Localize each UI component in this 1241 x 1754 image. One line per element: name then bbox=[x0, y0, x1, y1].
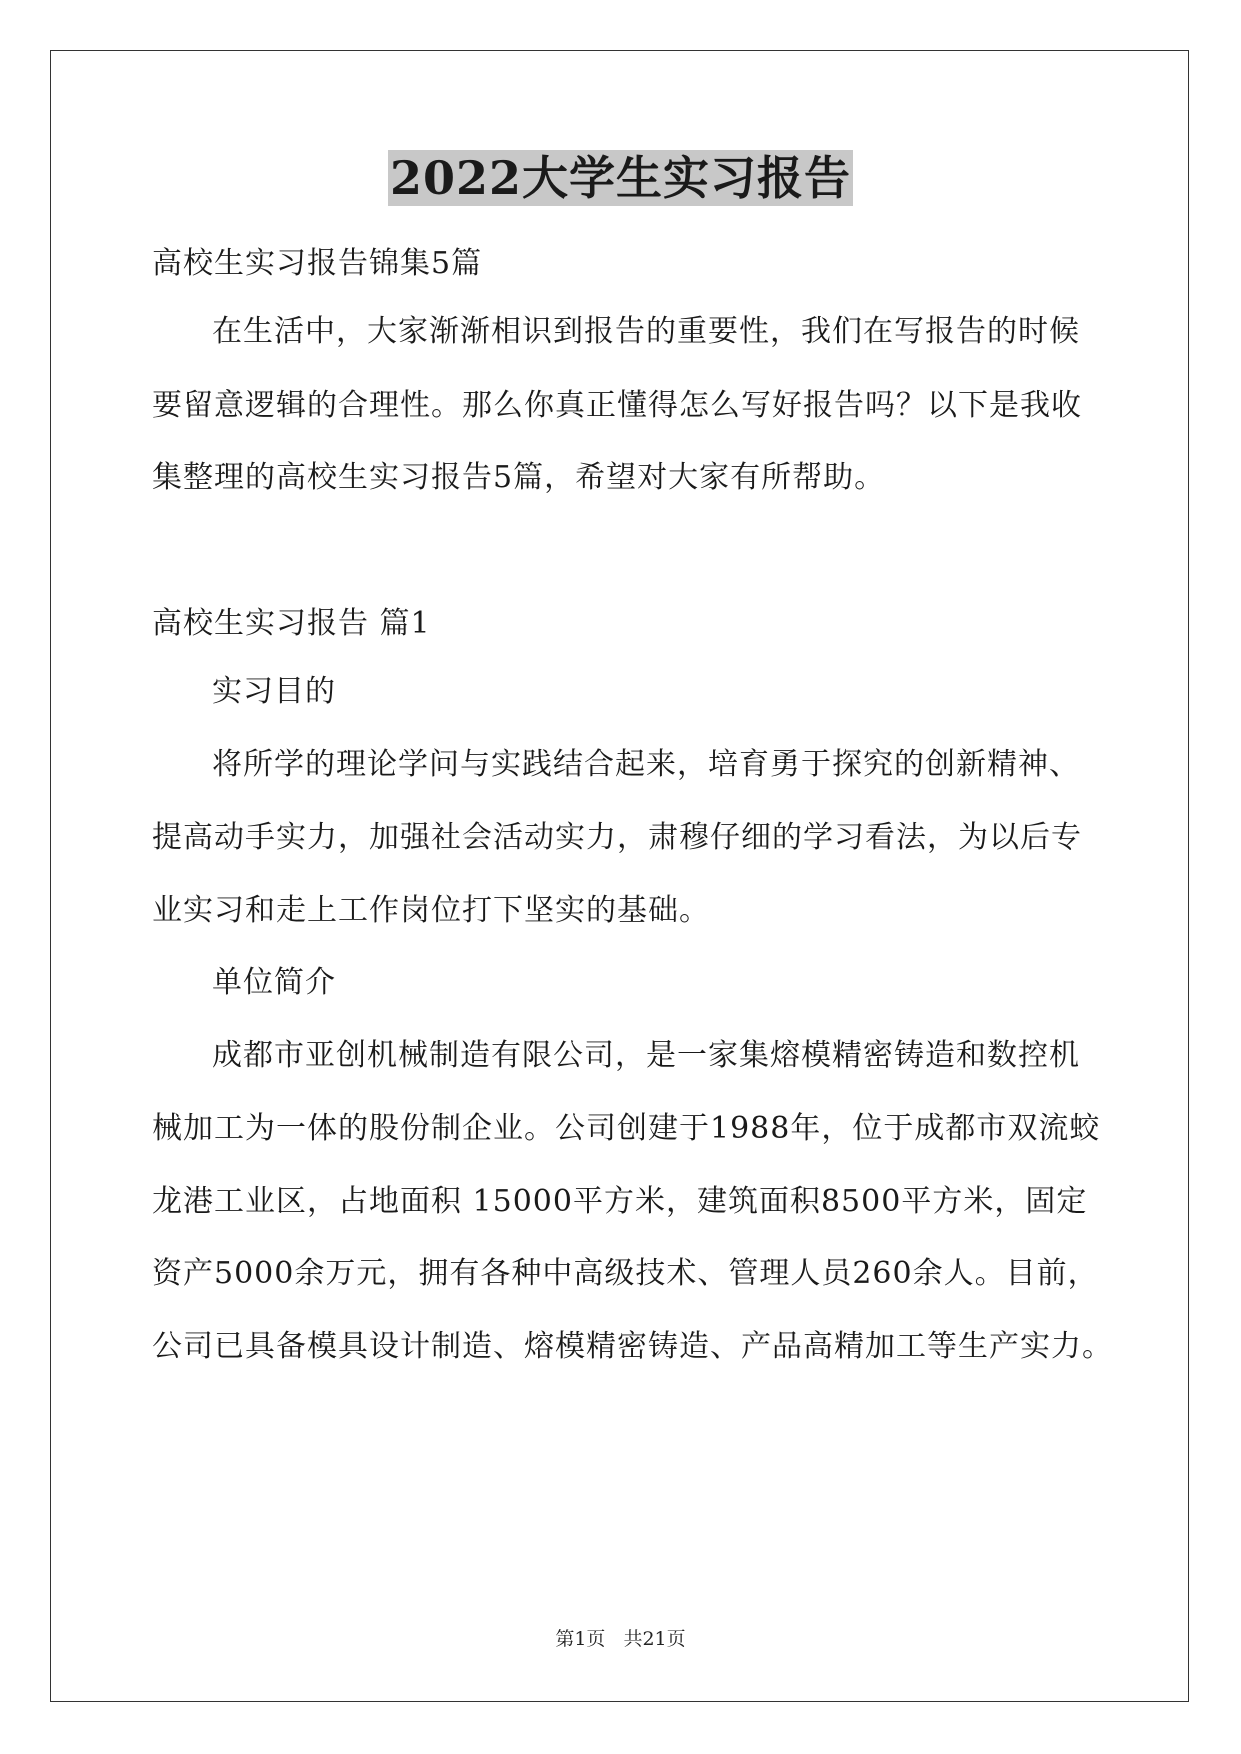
company-line: 龙港工业区，占地面积 15000平方米，建筑面积8500平方米，固定 bbox=[152, 1184, 1088, 1219]
page-number: 第1页 bbox=[555, 1628, 606, 1650]
purpose-line: 将所学的理论学问与实践结合起来，培育勇于探究的创新精神、 bbox=[212, 747, 1080, 782]
subtitle: 高校生实习报告锦集5篇 bbox=[152, 246, 483, 281]
title-container bbox=[0, 150, 1241, 206]
purpose-line: 业实习和走上工作岗位打下坚实的基础。 bbox=[152, 893, 710, 928]
page-footer bbox=[0, 1624, 1241, 1651]
page-total: 共21页 bbox=[623, 1628, 686, 1650]
company-line: 成都市亚创机械制造有限公司，是一家集熔模精密铸造和数控机 bbox=[212, 1038, 1080, 1073]
document-title: 2022大学生实习报告 bbox=[389, 151, 852, 205]
intro-line: 在生活中，大家渐渐相识到报告的重要性，我们在写报告的时候 bbox=[212, 314, 1080, 349]
company-line: 械加工为一体的股份制企业。公司创建于1988年，位于成都市双流蛟 bbox=[152, 1111, 1101, 1146]
company-line: 资产5000余万元，拥有各种中高级技术、管理人员260余人。目前， bbox=[152, 1256, 1099, 1291]
intro-line: 集整理的高校生实习报告5篇，希望对大家有所帮助。 bbox=[152, 460, 886, 495]
purpose-heading: 实习目的 bbox=[212, 674, 336, 709]
purpose-line: 提高动手实力，加强社会活动实力，肃穆仔细的学习看法，为以后专 bbox=[152, 820, 1082, 855]
page-border bbox=[50, 50, 1189, 1702]
company-heading: 单位简介 bbox=[212, 965, 336, 1000]
section-heading: 高校生实习报告 篇1 bbox=[152, 606, 431, 641]
intro-line: 要留意逻辑的合理性。那么你真正懂得怎么写好报告吗？以下是我收 bbox=[152, 388, 1082, 423]
company-line: 公司已具备模具设计制造、熔模精密铸造、产品高精加工等生产实力。 bbox=[152, 1329, 1113, 1364]
